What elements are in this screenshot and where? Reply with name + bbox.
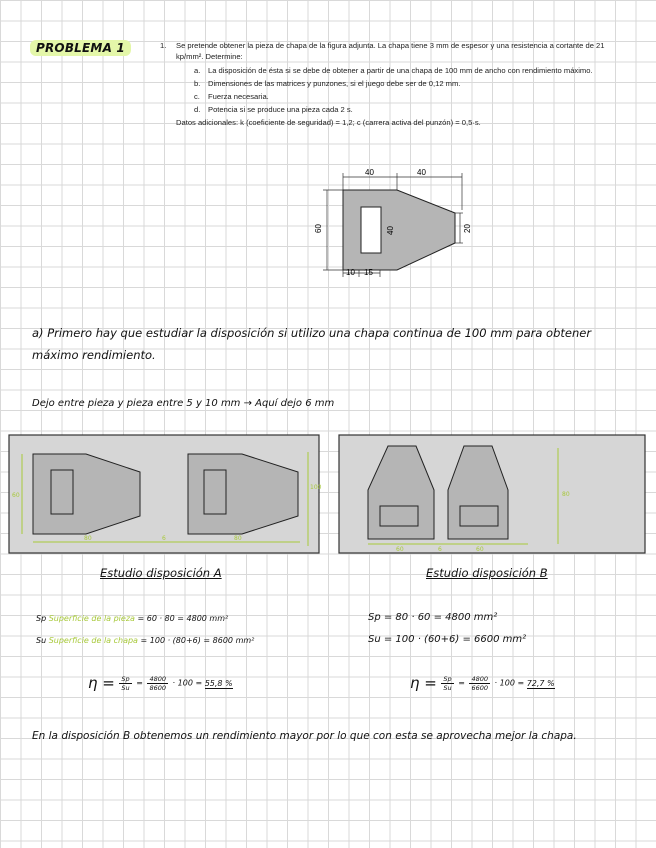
su-formula: = 100 · (80+6) = 8600 mm² — [140, 636, 255, 645]
statement-extra: Datos adicionales: k (coeficiente de seguridad) = 1,2; c (carrera activa del punzón) = 0,5·s. — [176, 118, 481, 127]
layout-a-dim-height: 60 — [12, 492, 20, 499]
item-letter: d. — [194, 105, 201, 114]
conclusion: En la disposición B obtenemos un rendimiento mayor por lo que con esta se aprovecha mejor la chapa. — [32, 730, 577, 742]
layout-a-drawing — [8, 434, 320, 554]
eta-fraction-values — [147, 675, 168, 692]
problem-statement — [160, 40, 610, 128]
layout-b-dim-piece2: 60 — [476, 546, 484, 553]
item-text: Fuerza necesaria. — [208, 92, 269, 101]
eta-tail: · 100 = — [172, 678, 203, 688]
piece-shape — [343, 190, 455, 270]
calc-b-sp: Sp = 80 · 60 = 4800 mm² — [368, 612, 498, 623]
dim-bottom-a: 10 — [346, 268, 355, 277]
layout-b-dim-height: 80 — [562, 491, 570, 498]
eta-tail: · 100 = — [494, 678, 525, 688]
eta-symbol: η = — [410, 674, 437, 692]
layout-b-drawing — [338, 434, 646, 554]
layout-a-dim-piece2: 80 — [234, 535, 242, 542]
layout-a-caption: Estudio disposición A — [100, 566, 222, 580]
eta-result: 55,8 % — [204, 678, 233, 688]
statement-item — [194, 91, 610, 102]
layout-a-dim-strip: 100 — [310, 484, 322, 491]
su-symbol: Su — [36, 636, 47, 645]
calc-a-sp — [36, 614, 228, 623]
eta-den: 8600 — [149, 683, 166, 692]
statement-items — [160, 65, 610, 115]
item-text: La disposición de ésta si se debe de obtener a partir de una chapa de 100 mm de ancho con rendimiento máximo. — [208, 66, 593, 75]
dim-top-left: 40 — [365, 168, 374, 177]
dim-top-right: 40 — [417, 168, 426, 177]
layout-a-hole-2 — [204, 470, 226, 514]
item-letter: b. — [194, 79, 201, 88]
piece-hole — [361, 207, 381, 253]
layout-b-hole-2 — [460, 506, 498, 526]
layout-a-dim-piece: 80 — [84, 535, 92, 542]
item-text: Dimensiones de las matrices y punzones, si el juego debe ser de 0,12 mm. — [208, 79, 461, 88]
dim-right: 20 — [463, 224, 472, 233]
sp-symbol: Sp — [36, 614, 47, 623]
section-a-intro: a) Primero hay que estudiar la disposición si utilizo una chapa continua de 100 mm para obtener máximo rendimiento. — [32, 326, 592, 362]
gap-note: Dejo entre pieza y pieza entre 5 y 10 mm → Aquí dejo 6 mm — [32, 398, 335, 409]
eta-fraction-symbols: $\frac{Sp}{Su}$ — [443, 674, 452, 692]
eta-fraction-values — [469, 675, 490, 692]
piece-figure — [305, 165, 475, 285]
statement-item — [194, 104, 610, 115]
eta-num: 4800 — [149, 674, 166, 683]
sp-label: Superficie de la pieza — [48, 614, 135, 623]
layout-a-hole-1 — [51, 470, 73, 514]
item-text: Potencia si se produce una pieza cada 2 s. — [208, 105, 353, 114]
item-letter: a. — [194, 66, 201, 75]
su-label: Superficie de la chapa — [48, 636, 138, 645]
calc-a-eta: η = $\frac{Sp}{Su}$ = $\frac{4800}{8600}$ · 100 = 55,8 % — [88, 674, 233, 692]
layout-b-caption: Estudio disposición B — [426, 566, 548, 580]
statement-item — [194, 65, 610, 76]
eta-den: 6600 — [471, 683, 488, 692]
dim-bottom-b: 15 — [364, 268, 373, 277]
dim-hole-height: 40 — [386, 226, 395, 235]
eta-result: 72,7 % — [526, 678, 555, 688]
statement-intro: Se pretende obtener la pieza de chapa de la figura adjunta. La chapa tiene 3 mm de espesor y una resistencia a cortante de 21 kp/mm². Determine: — [176, 41, 605, 61]
sp-formula: = 60 · 80 = 4800 mm² — [137, 614, 229, 623]
layout-b-hole-1 — [380, 506, 418, 526]
layout-b-dim-gap: 6 — [438, 546, 442, 553]
eta-fraction-symbols: $\frac{Sp}{Su}$ — [121, 674, 130, 692]
eta-num: 4800 — [471, 674, 488, 683]
problem-heading: PROBLEMA 1 — [30, 40, 131, 56]
statement-number: 1. — [160, 41, 167, 50]
calc-a-su — [36, 636, 254, 645]
statement-item — [194, 78, 610, 89]
item-letter: c. — [194, 92, 200, 101]
layout-b-dim-piece: 60 — [396, 546, 404, 553]
calc-b-su: Su = 100 · (60+6) = 6600 mm² — [368, 634, 527, 645]
layout-a-dim-gap: 6 — [162, 535, 166, 542]
statement-intro-row — [160, 40, 610, 62]
dim-left: 60 — [314, 224, 323, 233]
eta-symbol: η = — [88, 674, 115, 692]
calc-b-eta: η = $\frac{Sp}{Su}$ = $\frac{4800}{6600}$ · 100 = 72,7 % — [410, 674, 555, 692]
